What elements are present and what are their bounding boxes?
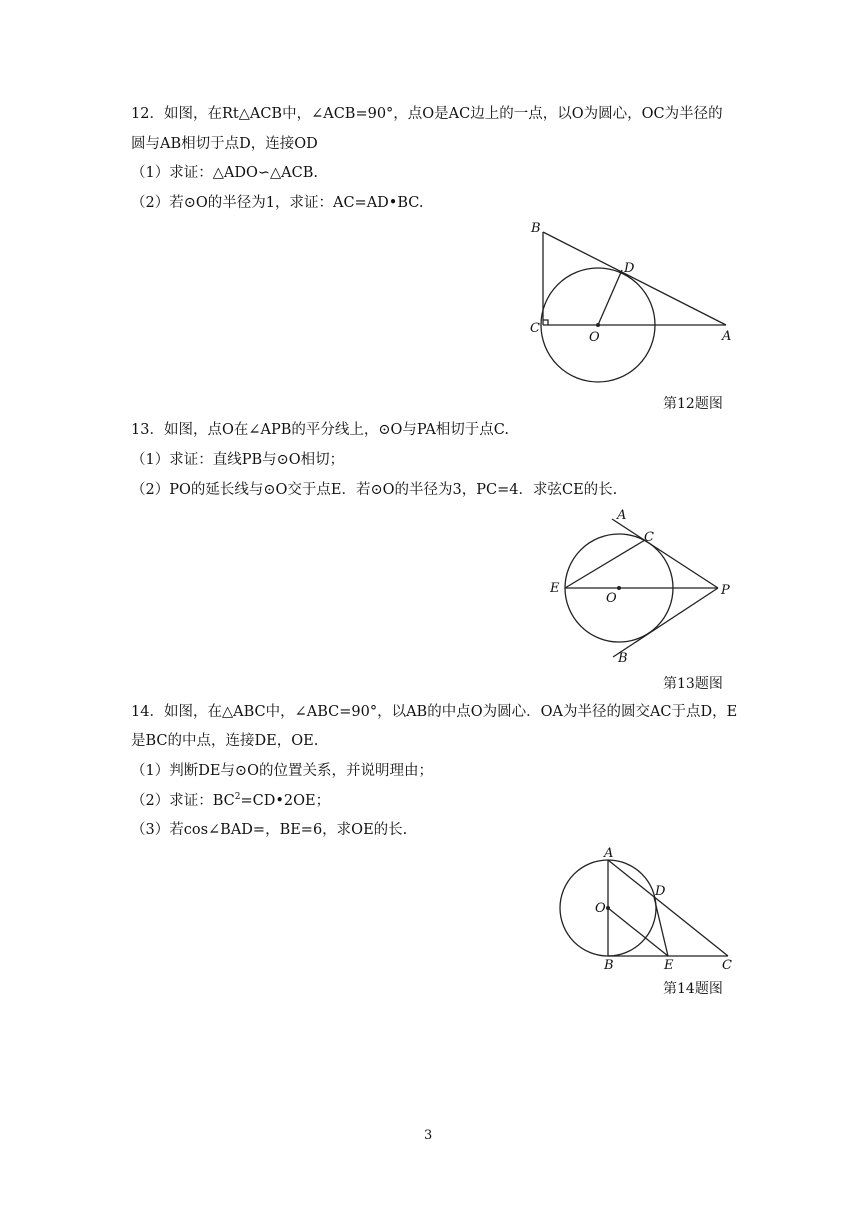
page-number: 3 — [424, 1128, 433, 1143]
label-d: D — [655, 884, 666, 899]
figure-13 — [545, 505, 745, 670]
point-o — [596, 323, 600, 327]
label-c: C — [644, 530, 654, 545]
figure-12 — [520, 215, 745, 390]
problem-12-line-1: 12．如图，在Rt△ACB中，∠ACB=90°，点O是AC边上的一点，以O为圆心，OC为半径的 — [131, 106, 723, 122]
label-a: A — [617, 508, 627, 523]
segment-od — [598, 270, 622, 325]
part-2-suffix: =CD•2OE； — [240, 793, 331, 809]
problem-14-part-3: （3）若cos∠BAD=，BE=6，求OE的长. — [131, 822, 408, 838]
label-b: B — [604, 958, 614, 973]
line-pb — [613, 588, 718, 657]
point-o — [617, 586, 621, 590]
label-e: E — [550, 581, 560, 596]
problem-12-part-1: （1）求证：△ADO∽△ACB. — [131, 165, 318, 181]
figure-14-caption: 第14题图 — [663, 981, 723, 997]
segment-ba — [543, 232, 726, 325]
label-p: P — [721, 583, 730, 598]
problem-13-part-1: （1）求证：直线PB与⊙O相切； — [131, 452, 345, 468]
label-o: O — [589, 330, 600, 345]
label-a: A — [722, 329, 732, 344]
label-c: C — [722, 958, 732, 973]
problem-14-part-2 — [131, 791, 330, 811]
superscript-2: 2 — [234, 792, 241, 803]
label-e: E — [664, 958, 674, 973]
label-c: C — [530, 321, 540, 336]
problem-14-line-1: 14．如图，在△ABC中，∠ABC=90°，以AB的中点O为圆心．OA为半径的圆交AC于点D，E — [131, 704, 738, 720]
figure-14 — [555, 843, 745, 973]
label-d: D — [624, 261, 635, 276]
problem-12-line-2: 圆与AB相切于点D，连接OD — [131, 136, 318, 152]
segment-ac — [608, 860, 728, 956]
label-a: A — [604, 846, 614, 861]
label-b: B — [531, 221, 541, 236]
problem-13-line-1: 13．如图，点O在∠APB的平分线上，⊙O与PA相切于点C. — [131, 422, 509, 438]
figure-12-caption: 第12题图 — [663, 396, 723, 412]
label-b: B — [618, 651, 628, 666]
segment-oe — [608, 908, 668, 956]
line-pa — [612, 519, 718, 588]
figure-13-caption: 第13题图 — [663, 676, 723, 692]
problem-14-line-2: 是BC的中点，连接DE，OE. — [131, 733, 319, 749]
problem-12-part-2: （2）若⊙O的半径为1，求证：AC=AD•BC. — [131, 195, 424, 211]
right-angle-mark — [543, 320, 548, 325]
point-o — [606, 906, 610, 910]
problem-13-part-2: （2）PO的延长线与⊙O交于点E．若⊙O的半径为3，PC=4．求弦CE的长. — [131, 482, 618, 498]
part-2-prefix: （2）求证：BC — [131, 793, 235, 809]
label-o: O — [595, 901, 606, 916]
chord-ce — [565, 540, 645, 588]
label-o: O — [606, 591, 617, 606]
problem-14-part-1: （1）判断DE与⊙O的位置关系，并说明理由； — [131, 763, 433, 779]
